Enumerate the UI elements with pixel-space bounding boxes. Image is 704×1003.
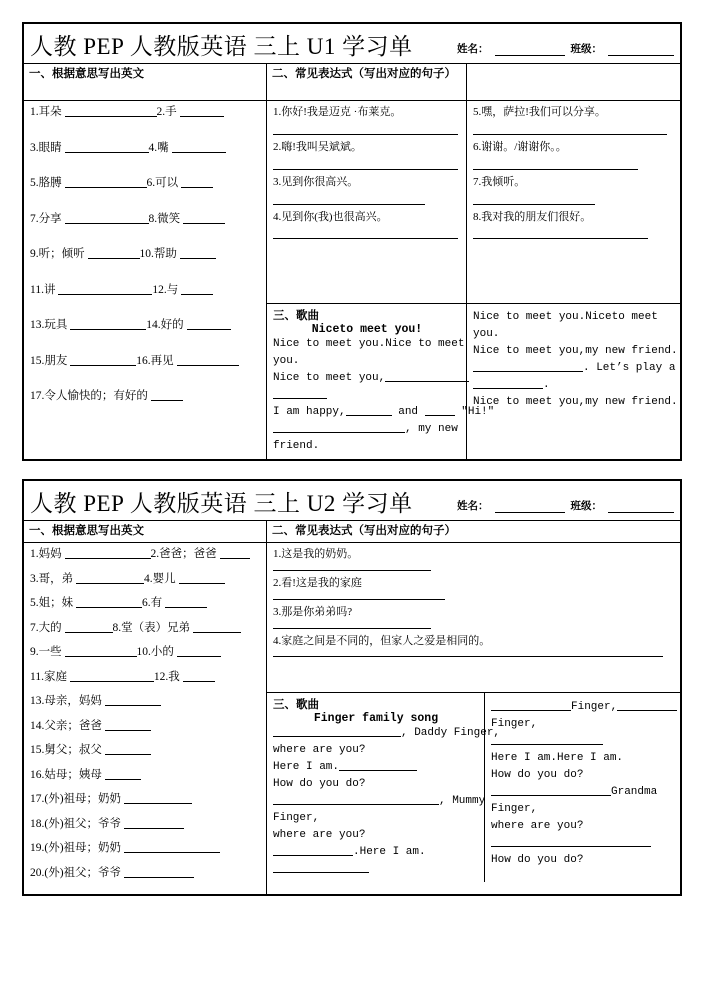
answer-line[interactable]	[473, 134, 667, 135]
text: 6.可以	[146, 177, 181, 189]
song-line	[273, 810, 479, 827]
vocab-item	[30, 141, 261, 155]
answer-line[interactable]	[273, 204, 425, 205]
text: 2.手	[156, 106, 180, 118]
answer-blank[interactable]	[65, 212, 149, 224]
answer-blank[interactable]	[183, 670, 215, 682]
u2-right-area	[267, 543, 680, 894]
text: 17.令人愉快的；有好的	[30, 390, 151, 402]
expression-prompt: 6.谢谢。/谢谢你。。	[473, 140, 567, 153]
answer-blank[interactable]	[193, 621, 241, 633]
answer-blank[interactable]	[105, 719, 151, 731]
text: How do you do?	[273, 778, 366, 791]
text: , Mummy	[439, 795, 486, 808]
text: 15.朋友	[30, 354, 71, 367]
answer-blank[interactable]	[187, 318, 231, 330]
text: .Here I am.	[353, 846, 426, 859]
vocab-item	[30, 283, 261, 297]
text: 3.哥，弟	[30, 572, 76, 585]
song-line	[273, 353, 461, 370]
page-title-u1: 人教 PEP 人教版英语 三上 U1 学习单	[30, 34, 413, 59]
u1-middle-column	[267, 101, 495, 459]
answer-blank[interactable]	[491, 835, 651, 847]
text: 5.姐；妹	[30, 597, 76, 610]
song-line	[273, 776, 479, 793]
text: 19.(外)祖母；奶奶	[30, 842, 124, 855]
expression-prompt: 3.见到你很高兴。	[273, 175, 359, 188]
song-line	[273, 336, 465, 353]
song-lyrics-u1-right	[467, 304, 680, 415]
answer-line[interactable]	[473, 169, 638, 170]
class-label-u1: 班级：	[570, 43, 602, 55]
song-line	[473, 326, 675, 343]
expression-prompt: 7.我倾听。	[473, 175, 526, 188]
song-line	[273, 759, 479, 776]
text: where are you?	[273, 829, 366, 842]
answer-line[interactable]	[273, 169, 458, 170]
song-lyrics-u2-left	[273, 725, 501, 878]
text: 4.婴儿	[144, 572, 179, 585]
answer-blank[interactable]	[88, 247, 140, 259]
text: 6.有	[142, 597, 165, 610]
answer-blank[interactable]	[220, 547, 250, 559]
worksheet-u1	[22, 22, 682, 461]
text: 14.父亲；爸爸	[30, 719, 105, 732]
vocab-item	[30, 743, 261, 757]
vocab-item	[30, 572, 261, 586]
answer-blank[interactable]	[179, 572, 225, 584]
head-vocab-u1: 一、根据意思写出英文	[24, 64, 267, 100]
song-line	[473, 394, 678, 411]
text: Finger,	[491, 803, 538, 816]
text: 4.嘴	[148, 141, 172, 154]
name-field-u1[interactable]	[495, 44, 565, 56]
class-label-u2: 班级：	[570, 500, 602, 513]
text: .	[543, 379, 550, 392]
head-spacer-u1	[467, 64, 680, 100]
text: How do you do?	[491, 769, 584, 782]
expression-prompt: 4.见到你(我)也很高兴。	[273, 210, 388, 223]
answer-blank[interactable]	[617, 699, 677, 711]
u1-song-left	[267, 304, 495, 459]
page-title-u2: 人教 PEP 人教版英语 三上 U2 学习单	[30, 491, 413, 517]
text: Finger,	[571, 701, 618, 714]
text: , my new	[405, 423, 458, 436]
answer-blank[interactable]	[491, 699, 571, 711]
u1-vocab-column	[24, 101, 267, 459]
song-line	[273, 370, 461, 387]
answer-line[interactable]	[273, 628, 431, 629]
expression-prompt: 8.我对我的朋友们很好。	[473, 210, 592, 223]
song-line	[491, 801, 675, 818]
text: 13.玩具	[30, 319, 71, 331]
vocab-item	[30, 318, 261, 332]
answer-blank[interactable]	[165, 596, 207, 608]
song-line	[273, 387, 461, 404]
answer-blank[interactable]	[124, 866, 194, 878]
text: Here I am.	[273, 761, 340, 774]
song-line	[491, 835, 675, 852]
text: 12.我	[153, 670, 183, 683]
answer-blank[interactable]	[346, 404, 392, 416]
song-line	[273, 861, 479, 878]
u1-vocab-list	[30, 105, 261, 403]
song-line	[473, 360, 675, 377]
class-field-u1[interactable]	[608, 44, 674, 56]
text: and	[391, 406, 425, 419]
worksheet-u2	[22, 479, 682, 896]
vocab-item	[30, 841, 261, 855]
expression-prompt: 4.家庭之间是不同的，但家人之爱是相同的。	[273, 634, 491, 647]
u2-vocab-column	[24, 543, 267, 894]
text: 12.与	[152, 283, 182, 296]
text: 13.母亲，妈妈	[30, 695, 105, 708]
text: 15.舅父；叔父	[30, 744, 105, 757]
expression-prompt: 2.看!这是我的家庭	[273, 576, 362, 589]
answer-blank[interactable]	[76, 596, 142, 608]
song-line	[273, 827, 479, 844]
vocab-item	[30, 694, 261, 708]
text: where are you?	[273, 744, 366, 757]
answer-line[interactable]	[273, 570, 431, 571]
song-line	[491, 733, 675, 750]
expression-prompt: 2.嗨!我叫吴斌斌。	[273, 140, 362, 153]
u1-section-heads	[24, 64, 680, 101]
text: 7.分享	[30, 212, 65, 225]
text: , Daddy Finger,	[401, 727, 501, 740]
vocab-item	[30, 792, 261, 806]
song-line	[273, 421, 461, 438]
song-lyrics-u2-right	[485, 693, 680, 882]
head-expressions-u2: 二、常见表达式（写出对应的句子）	[272, 525, 456, 538]
text: 17.(外)祖母；奶奶	[30, 793, 124, 806]
head-expressions-u1: 二、常见表达式（写出对应的句子）	[267, 64, 467, 100]
answer-line[interactable]	[473, 204, 595, 205]
expression-prompt: 1.你好!我是迈克 ·布莱克。	[273, 106, 402, 118]
song-line	[491, 852, 675, 869]
name-field-u2[interactable]	[495, 501, 565, 513]
song-line	[491, 784, 675, 801]
answer-blank[interactable]	[273, 844, 353, 856]
u2-vocab-list	[30, 547, 261, 879]
u1-expressions-right	[467, 101, 680, 304]
text: . Let’s play a	[583, 362, 676, 375]
song-line	[473, 309, 675, 326]
answer-line[interactable]	[473, 238, 648, 239]
song-title-u1: Niceto meet you!	[311, 323, 423, 336]
u2-song-row	[267, 693, 680, 882]
u1-body	[24, 101, 680, 459]
text: How do you do?	[491, 854, 584, 867]
song-line	[491, 750, 675, 767]
name-label-u2: 姓名：	[457, 500, 489, 513]
text: 20.(外)祖父；爷爷	[30, 866, 124, 879]
song-line	[273, 793, 486, 810]
text: where are you?	[491, 820, 584, 833]
text: Nice to meet you,my new friend.	[473, 396, 678, 409]
answer-blank[interactable]	[473, 360, 583, 372]
head-vocab-u2: 一、根据意思写出英文	[24, 521, 267, 542]
text: 16.再见	[136, 354, 177, 367]
answer-blank[interactable]	[273, 861, 369, 873]
text: 11.讲	[30, 283, 59, 296]
answer-blank[interactable]	[385, 370, 469, 382]
student-fields-u2	[457, 498, 674, 517]
song-line	[273, 404, 495, 421]
student-fields-u1	[457, 41, 674, 60]
worksheet-u2-title-row	[24, 481, 680, 521]
song-line	[273, 844, 479, 861]
text: 16.姑母；姨母	[30, 768, 105, 781]
vocab-item	[30, 719, 261, 733]
text: you.	[473, 328, 500, 341]
expression-prompt: 5.嘿，萨拉!我们可以分享。	[473, 106, 606, 118]
answer-blank[interactable]	[473, 377, 543, 389]
answer-blank[interactable]	[273, 793, 439, 805]
text: Finger,	[273, 812, 320, 825]
song-line	[273, 725, 501, 742]
song-title-u2: Finger family song	[313, 712, 439, 726]
answer-blank[interactable]	[177, 354, 239, 366]
text: 8.堂（表）兄弟	[112, 621, 193, 634]
answer-line[interactable]	[273, 599, 445, 600]
answer-blank[interactable]	[183, 212, 225, 224]
u2-expressions	[267, 543, 680, 693]
text: Grandma	[611, 786, 658, 799]
vocab-item	[30, 768, 261, 782]
vocab-item	[30, 866, 261, 880]
answer-blank[interactable]	[70, 354, 136, 366]
text: 7.大的	[30, 621, 65, 634]
answer-blank[interactable]	[273, 421, 405, 433]
vocab-item	[30, 596, 261, 610]
text: 3.眼睛	[30, 141, 65, 154]
vocab-item	[30, 354, 261, 368]
answer-blank[interactable]	[124, 841, 220, 853]
answer-blank[interactable]	[181, 283, 213, 295]
name-label-u1: 姓名：	[457, 43, 489, 55]
u2-song-left-cell	[267, 693, 501, 882]
vocab-item	[30, 247, 261, 261]
u1-right-column	[467, 101, 680, 459]
answer-blank[interactable]	[273, 387, 327, 399]
answer-blank[interactable]	[491, 784, 611, 796]
answer-blank[interactable]	[181, 176, 213, 188]
answer-blank[interactable]	[105, 768, 141, 780]
text: 10.帮助	[139, 248, 180, 260]
vocab-item	[30, 547, 261, 561]
answer-blank[interactable]	[172, 141, 226, 153]
answer-blank[interactable]	[180, 247, 216, 259]
expression-prompt: 1.这是我的奶奶。	[273, 548, 359, 561]
song-line	[491, 818, 675, 835]
worksheet-u1-title-row	[24, 24, 680, 64]
text: 18.(外)祖父；爷爷	[30, 817, 124, 830]
vocab-item	[30, 176, 261, 190]
text: 2.爸爸；爸爸	[150, 548, 220, 561]
text: friend.	[273, 440, 320, 453]
text: Nice to meet you.Nice to meet	[273, 338, 465, 350]
answer-blank[interactable]	[65, 176, 147, 188]
text: 14.好的	[146, 319, 187, 331]
head-song-u1: 三、歌曲	[273, 310, 319, 322]
song-line	[473, 377, 675, 394]
text: Finger,	[491, 718, 538, 731]
answer-blank[interactable]	[151, 389, 183, 401]
text: 9.听；倾听	[30, 248, 88, 260]
song-line	[273, 742, 479, 759]
answer-blank[interactable]	[65, 645, 137, 657]
answer-blank[interactable]	[339, 759, 417, 771]
answer-line[interactable]	[273, 656, 663, 657]
answer-blank[interactable]	[70, 318, 146, 330]
answer-blank[interactable]	[65, 621, 113, 633]
text: ″Hi!″	[454, 406, 495, 419]
vocab-item	[30, 645, 261, 659]
text: I am happy,	[273, 406, 346, 419]
u1-expressions-left	[267, 101, 466, 304]
text: 9.一些	[30, 646, 65, 659]
song-line	[491, 767, 675, 784]
class-field-u2[interactable]	[608, 501, 674, 513]
u2-body	[24, 543, 680, 894]
song-lyrics-u1-left	[273, 336, 495, 455]
answer-blank[interactable]	[65, 105, 157, 117]
answer-blank[interactable]	[65, 547, 151, 559]
text: 5.胳膊	[30, 177, 65, 189]
answer-blank[interactable]	[76, 572, 144, 584]
song-line	[473, 343, 678, 360]
answer-blank[interactable]	[177, 645, 221, 657]
answer-blank[interactable]	[425, 404, 455, 416]
head-song-u2: 三、歌曲	[273, 699, 319, 712]
song-line	[491, 716, 675, 733]
text: 1.耳朵	[30, 106, 65, 118]
answer-blank[interactable]	[491, 733, 603, 745]
song-line	[491, 699, 675, 716]
song-line	[273, 438, 461, 455]
expression-prompt: 3.那是你弟弟吗?	[273, 605, 353, 618]
text: you.	[273, 355, 300, 368]
text: 10.小的	[136, 646, 177, 659]
text: 8.微笑	[148, 212, 183, 225]
vocab-item	[30, 817, 261, 831]
answer-blank[interactable]	[70, 670, 154, 682]
text: Nice to meet you.Niceto meet	[473, 311, 658, 323]
answer-line[interactable]	[273, 134, 458, 135]
answer-blank[interactable]	[180, 105, 224, 117]
answer-blank[interactable]	[65, 141, 149, 153]
vocab-item	[30, 212, 261, 226]
text: Nice to meet you,	[273, 372, 386, 385]
vocab-item	[30, 670, 261, 684]
text: Here I am.Here I am.	[491, 752, 624, 765]
vocab-item	[30, 621, 261, 635]
text: 1.妈妈	[30, 548, 65, 561]
answer-blank[interactable]	[124, 792, 192, 804]
vocab-item	[30, 389, 261, 403]
answer-blank[interactable]	[273, 725, 401, 737]
text: Nice to meet you,my new friend.	[473, 345, 678, 358]
u2-section-heads	[24, 521, 680, 543]
answer-line[interactable]	[273, 238, 458, 239]
answer-blank[interactable]	[124, 817, 184, 829]
text: 11.家庭	[30, 670, 70, 683]
answer-blank[interactable]	[58, 283, 152, 295]
answer-blank[interactable]	[105, 694, 161, 706]
vocab-item	[30, 105, 261, 119]
answer-blank[interactable]	[105, 743, 151, 755]
